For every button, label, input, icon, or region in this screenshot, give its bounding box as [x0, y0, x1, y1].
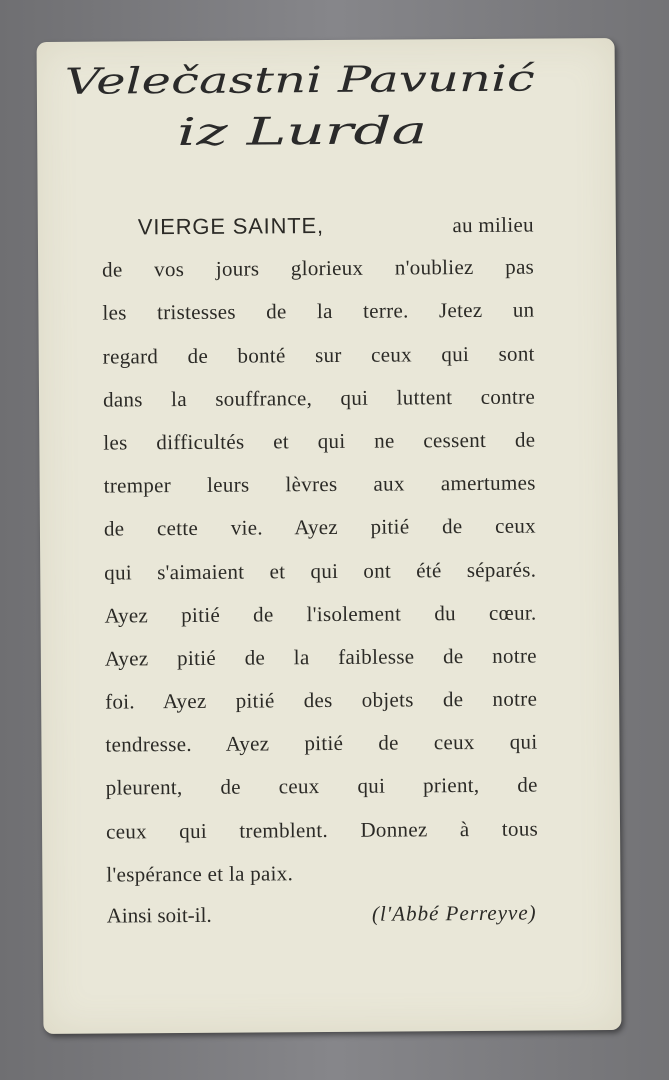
prayer-line: regard de bonté sur ceux qui sont — [102, 341, 535, 369]
prayer-closing — [107, 901, 537, 929]
prayer-line: Ayez pitié de l'isolement du cœur. — [104, 600, 537, 628]
prayer-line: l'espérance et la paix. — [106, 861, 294, 887]
prayer-line: pleurent, de ceux qui prient, de — [105, 772, 538, 801]
prayer-opening-rest: au milieu — [452, 212, 534, 238]
prayer-card — [37, 38, 622, 1034]
prayer-line: dans la souffrance, qui luttent contre — [102, 384, 536, 412]
prayer-line: de vos jours glorieux n'oubliez pas — [102, 254, 535, 282]
prayer-text — [102, 203, 539, 897]
prayer-line: les tristesses de la terre. Jetez un — [102, 297, 535, 325]
prayer-line: les difficultés et qui ne cessent de — [103, 427, 536, 455]
prayer-line: tendresse. Ayez pitié de ceux qui — [105, 729, 538, 757]
amen-text: Ainsi soit-il. — [106, 902, 212, 928]
prayer-line: Ayez pitié de la faiblesse de notre — [104, 643, 537, 671]
prayer-first-line — [102, 203, 534, 249]
author-attribution: (l'Abbé Perreyve) — [371, 900, 537, 926]
prayer-line: tremper leurs lèvres aux amertumes — [103, 470, 536, 498]
prayer-line: ceux qui tremblent. Donnez à tous — [105, 816, 539, 844]
handwritten-line-1: Velečastni Pavunić — [64, 59, 405, 103]
handwritten-dedication — [37, 38, 616, 192]
prayer-line: de cette vie. Ayez pitié de ceux — [103, 513, 537, 541]
prayer-opening: VIERGE SAINTE, — [137, 213, 324, 240]
prayer-line: qui s'aimaient et qui ont été séparés. — [104, 557, 537, 585]
handwriting-svg — [37, 38, 616, 192]
prayer-line: foi. Ayez pitié des objets de notre — [105, 686, 538, 714]
handwritten-line-2: iz Lurda — [177, 108, 337, 155]
